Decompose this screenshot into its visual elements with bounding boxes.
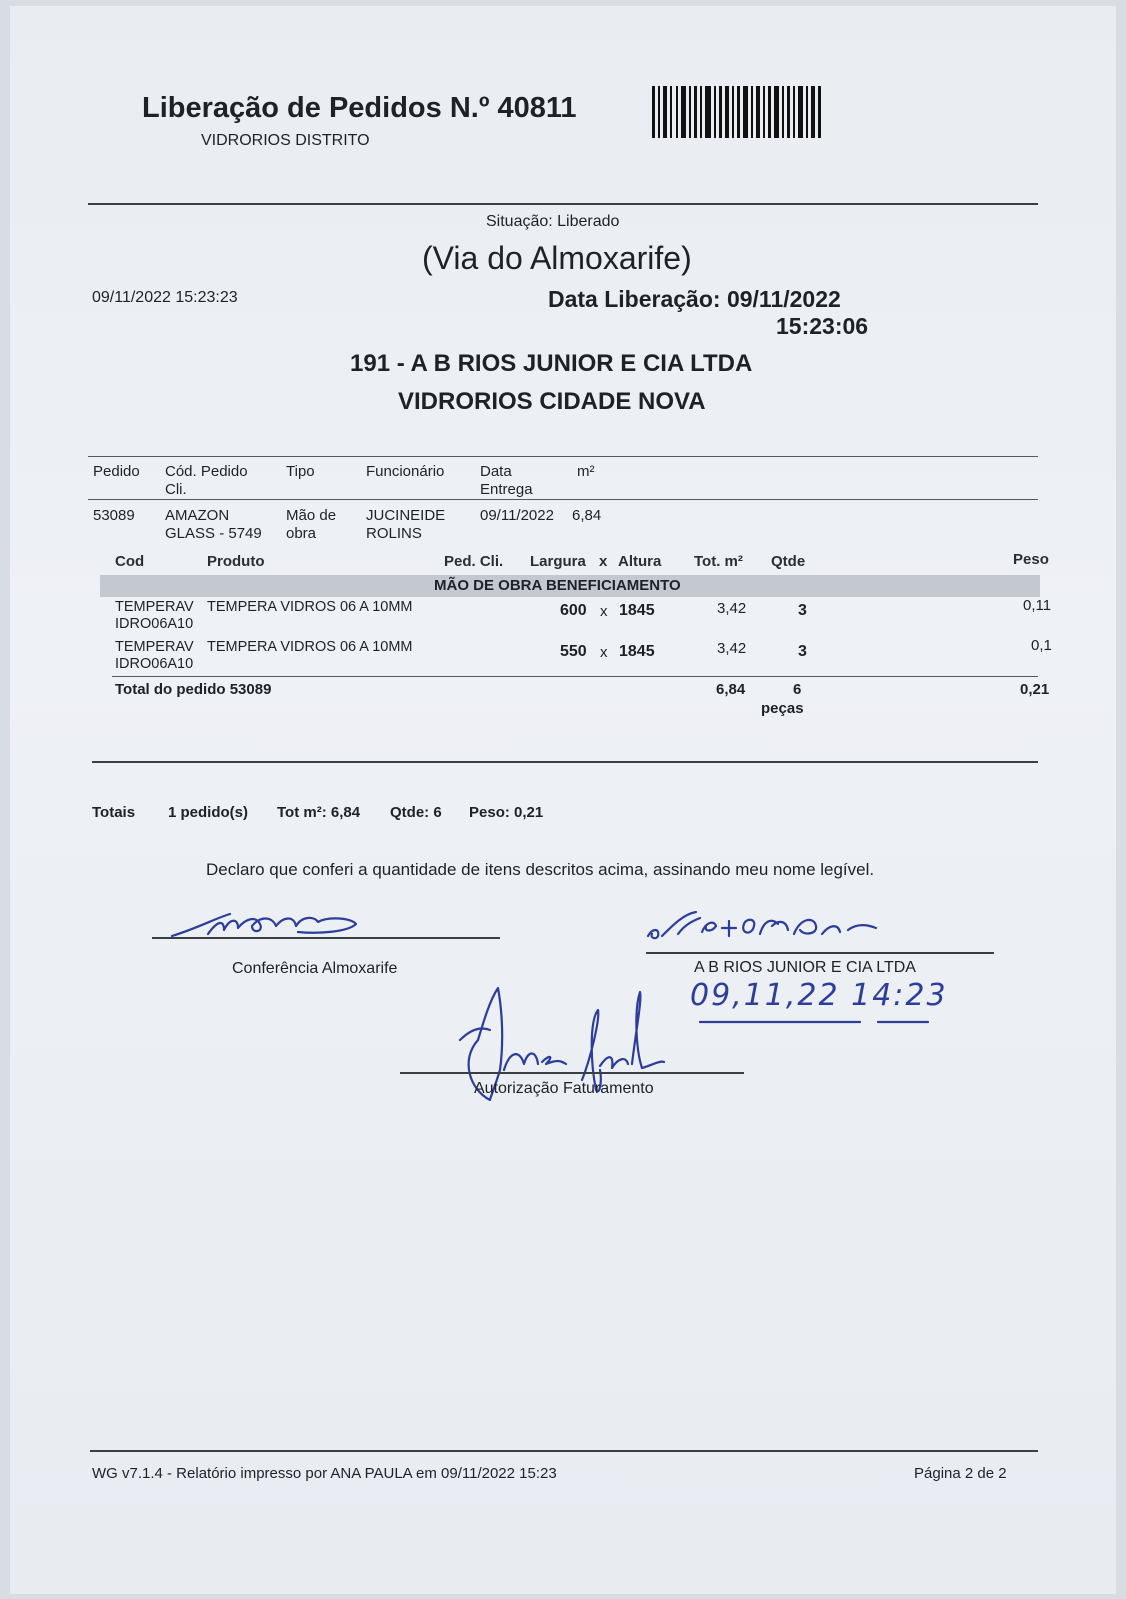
group-label: MÃO DE OBRA BENEFICIAMENTO [434, 577, 681, 594]
cell-tot-m2: 3,42 [717, 600, 747, 617]
cell-cod: TEMPERAV IDRO06A10 [115, 639, 194, 672]
conferencia-signature-line [152, 937, 500, 939]
order-table-header-rule [88, 499, 1038, 500]
cell-peso: 0,11 [1023, 597, 1052, 614]
barcode [652, 86, 824, 138]
col-tot-m2: Tot. m² [694, 553, 743, 570]
col-ped-cli: Ped. Cli. [444, 553, 504, 570]
situacao-status: Situação: Liberado [486, 213, 620, 230]
cell-m2: 6,84 [572, 507, 602, 524]
col-peso: Peso [1013, 551, 1049, 568]
total-tot-m2: 6,84 [716, 681, 746, 698]
cell-cod-pedido-cli: AMAZON GLASS - 5749 [165, 507, 262, 542]
data-liberacao-time: 15:23:06 [776, 313, 869, 339]
totais-tot-m2: Tot m²: 6,84 [277, 804, 361, 821]
total-peso: 0,21 [1020, 681, 1050, 698]
cell-altura: 1845 [619, 643, 655, 660]
items-bottom-rule [92, 761, 1038, 763]
total-label: Total do pedido 53089 [115, 681, 272, 698]
col-m2: m² [577, 463, 595, 480]
cell-peso: 0,1 [1031, 637, 1052, 654]
col-tipo: Tipo [286, 463, 315, 480]
cell-produto: TEMPERA VIDROS 06 A 10MM [207, 639, 413, 655]
totais-peso: Peso: 0,21 [469, 804, 544, 821]
data-liberacao: Data Liberação: 09/11/2022 [548, 286, 841, 312]
cell-tot-m2: 3,42 [717, 640, 747, 657]
col-largura: Largura [530, 553, 586, 570]
total-qtde-unit: peças [761, 700, 804, 717]
printed-datetime: 09/11/2022 15:23:23 [92, 289, 238, 306]
order-table-top-rule [88, 456, 1038, 457]
col-altura: Altura [618, 553, 662, 570]
cell-funcionario: JUCINEIDE ROLINS [366, 507, 446, 542]
total-qtde: 6 [793, 681, 802, 698]
totais-qtde: Qtde: 6 [390, 804, 442, 821]
col-qtde: Qtde [771, 553, 806, 570]
cell-pedido: 53089 [93, 507, 135, 524]
cell-x: x [600, 644, 608, 661]
autorizacao-signature [450, 980, 680, 1120]
totais-label: Totais [92, 804, 136, 821]
autorizacao-label: Autorização Faturamento [474, 1080, 654, 1097]
handwritten-date-underline [700, 1018, 970, 1026]
footer-divider [90, 1450, 1038, 1452]
cliente-label: A B RIOS JUNIOR E CIA LTDA [694, 959, 916, 976]
cliente-signature-line [646, 952, 994, 954]
col-funcionario: Funcionário [366, 463, 445, 480]
col-cod-pedido-cli: Cód. Pedido Cli. [165, 463, 248, 498]
cell-tipo: Mão de obra [286, 507, 337, 542]
customer-name: 191 - A B RIOS JUNIOR E CIA LTDA [350, 350, 753, 377]
via-label: (Via do Almoxarife) [422, 240, 692, 276]
declaration-text: Declaro que conferi a quantidade de itens descritos acima, assinando meu nome legível. [206, 860, 875, 879]
footer-printed-by: WG v7.1.4 - Relatório impresso por ANA PAULA em 09/11/2022 15:23 [92, 1465, 557, 1482]
col-produto: Produto [207, 553, 265, 570]
col-data-entrega: Data Entrega [480, 463, 533, 498]
document-title: Liberação de Pedidos N.º 40811 [142, 92, 577, 124]
cell-x: x [600, 603, 608, 620]
cell-altura: 1845 [619, 602, 655, 619]
col-pedido: Pedido [93, 463, 140, 480]
col-x: x [599, 553, 608, 570]
col-cod: Cod [115, 553, 145, 570]
conferencia-signature [168, 906, 368, 940]
cell-qtde: 3 [798, 602, 807, 619]
cell-cod: TEMPERAV IDRO06A10 [115, 599, 194, 632]
handwritten-date: 09,11,22 14:23 [690, 978, 948, 1013]
cliente-signature [644, 906, 894, 946]
autorizacao-signature-line [400, 1072, 744, 1074]
cell-largura: 550 [560, 643, 587, 660]
company-name: VIDRORIOS DISTRITO [201, 132, 370, 149]
cell-qtde: 3 [798, 643, 807, 660]
header-divider [88, 203, 1038, 205]
customer-store: VIDRORIOS CIDADE NOVA [398, 388, 706, 415]
totais-pedidos: 1 pedido(s) [168, 804, 249, 821]
items-total-rule [112, 676, 1038, 677]
cell-produto: TEMPERA VIDROS 06 A 10MM [207, 599, 413, 615]
page-number: Página 2 de 2 [914, 1465, 1007, 1482]
conferencia-label: Conferência Almoxarife [232, 960, 398, 977]
cell-largura: 600 [560, 602, 587, 619]
cell-data-entrega: 09/11/2022 [480, 507, 554, 524]
